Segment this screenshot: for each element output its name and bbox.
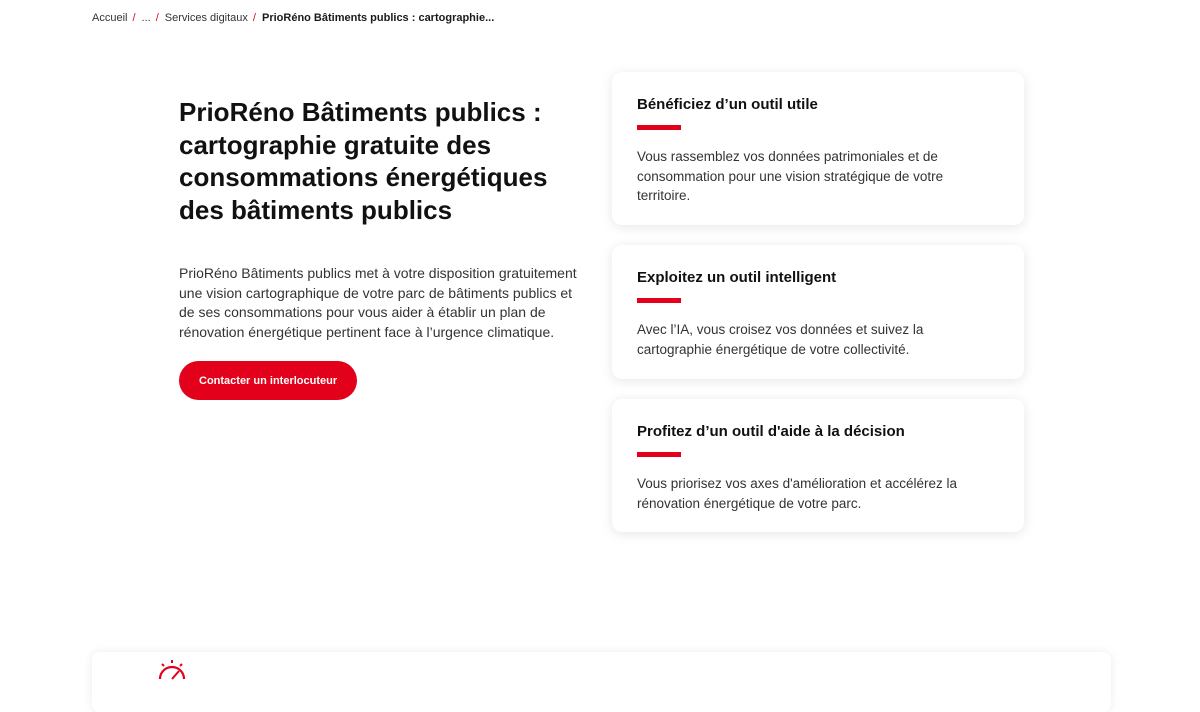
breadcrumb-separator: /	[132, 12, 136, 24]
page-title: PrioRéno Bâtiments publics : cartographie gratuite des consommations énergétiques des bâtiments publics	[179, 97, 548, 225]
breadcrumb	[92, 12, 494, 24]
breadcrumb-separator: /	[252, 12, 256, 24]
feature-card-text: Avec l’IA, vous croisez vos données et suivez la cartographie énergétique de votre collectivité.	[637, 322, 924, 357]
feature-card-intelligent	[612, 245, 1024, 379]
breadcrumb-home-link[interactable]: Accueil	[92, 12, 128, 24]
feature-card-title: Profitez d’un outil d'aide à la décision	[637, 423, 905, 440]
bottom-panel	[92, 652, 1111, 712]
feature-card-title: Bénéficiez d’un outil utile	[637, 96, 818, 113]
feature-card-decision	[612, 399, 1024, 532]
breadcrumb-ellipsis-link[interactable]: ...	[141, 12, 151, 24]
feature-card-title: Exploitez un outil intelligent	[637, 269, 837, 286]
hero-description: PrioRéno Bâtiments publics met à votre disposition gratuitement une vision cartographique de votre parc de bâtiments publics et de ses consommations pour vous aider à établir un plan de rénovation énergétique pertinent face à l’urgence climatique.	[179, 265, 577, 340]
feature-card-useful	[612, 72, 1024, 225]
feature-card-text: Vous rassemblez vos données patrimoniales et de consommation pour une vision stratégique de votre territoire.	[637, 149, 944, 203]
hero-section	[179, 96, 589, 400]
accent-bar	[637, 125, 681, 130]
accent-bar	[637, 452, 681, 457]
accent-bar	[637, 298, 681, 303]
breadcrumb-separator: /	[155, 12, 159, 24]
breadcrumb-current: PrioRéno Bâtiments publics : cartographie...	[261, 12, 495, 24]
gauge-icon	[154, 657, 190, 686]
feature-card-text: Vous priorisez vos axes d'amélioration et accélérez la rénovation énergétique de votre parc.	[637, 476, 957, 511]
contact-button[interactable]: Contacter un interlocuteur	[179, 361, 357, 400]
breadcrumb-services-link[interactable]: Services digitaux	[164, 12, 248, 24]
